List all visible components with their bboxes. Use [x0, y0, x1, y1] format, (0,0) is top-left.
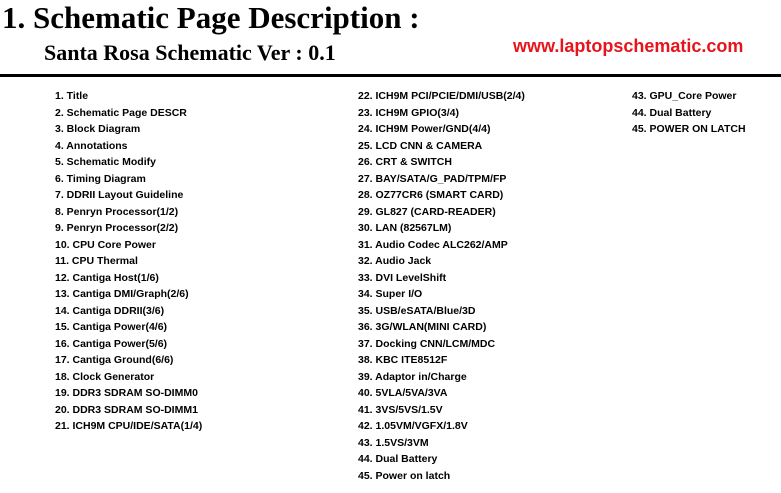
- page-list-column-2: [358, 88, 525, 484]
- list-item: 3. Block Diagram: [55, 123, 141, 135]
- list-item: 5. Schematic Modify: [55, 156, 156, 168]
- schematic-subtitle: Santa Rosa Schematic Ver : 0.1: [44, 40, 336, 65]
- list-item: 15. Cantiga Power(4/6): [55, 321, 168, 333]
- list-item: 21. ICH9M CPU/IDE/SATA(1/4): [55, 420, 203, 432]
- list-item: 39. Adaptor in/Charge: [358, 370, 467, 383]
- list-item: 9. Penryn Processor(2/2): [55, 222, 179, 234]
- list-item: 14. Cantiga DDRII(3/6): [55, 304, 165, 317]
- list-item: 32. Audio Jack: [358, 255, 432, 267]
- list-item: 41. 3VS/5VS/1.5V: [358, 403, 443, 416]
- list-item: 27. BAY/SATA/G_PAD/TPM/FP: [358, 172, 507, 185]
- list-item: 12. Cantiga Host(1/6): [55, 271, 159, 284]
- list-item: 35. USB/eSATA/Blue/3D: [358, 304, 476, 317]
- list-item: 25. LCD CNN & CAMERA: [358, 139, 483, 152]
- list-item: 33. DVI LevelShift: [358, 271, 447, 284]
- list-item: 36. 3G/WLAN(MINI CARD): [358, 321, 487, 333]
- list-item: 18. Clock Generator: [55, 370, 155, 383]
- list-item: 42. 1.05VM/VGFX/1.8V: [358, 420, 468, 432]
- list-item: 44. Dual Battery: [632, 106, 712, 119]
- list-item: 7. DDRII Layout Guideline: [55, 189, 184, 201]
- list-item: 34. Super I/O: [358, 288, 423, 300]
- list-item: 6. Timing Diagram: [55, 172, 146, 185]
- list-item: 22. ICH9M PCI/PCIE/DMI/USB(2/4): [358, 90, 525, 102]
- list-item: 40. 5VLA/5VA/3VA: [358, 387, 448, 399]
- watermark-url: www.laptopschematic.com: [513, 36, 744, 56]
- list-item: 4. Annotations: [55, 139, 128, 152]
- list-item: 1. Title: [55, 90, 89, 102]
- list-item: 43. GPU_Core Power: [632, 90, 737, 102]
- header-divider: [0, 74, 781, 77]
- list-item: 26. CRT & SWITCH: [358, 156, 452, 168]
- list-item: 29. GL827 (CARD-READER): [358, 205, 496, 218]
- page-list-column-1: [55, 88, 202, 435]
- list-item: 23. ICH9M GPIO(3/4): [358, 106, 459, 119]
- page-list-column-3: [632, 88, 746, 138]
- list-item: 13. Cantiga DMI/Graph(2/6): [55, 288, 189, 300]
- list-item: 11. CPU Thermal: [55, 255, 138, 267]
- list-item: 31. Audio Codec ALC262/AMP: [358, 238, 508, 251]
- page-title: 1. Schematic Page Description :: [2, 0, 420, 35]
- list-item: 45. Power on latch: [358, 469, 451, 482]
- list-item: 19. DDR3 SDRAM SO-DIMM0: [55, 387, 198, 399]
- list-item: 10. CPU Core Power: [55, 238, 156, 251]
- list-item: 8. Penryn Processor(1/2): [55, 205, 179, 218]
- list-item: 2. Schematic Page DESCR: [55, 106, 187, 119]
- list-item: 43. 1.5VS/3VM: [358, 436, 429, 449]
- list-item: 45. POWER ON LATCH: [632, 123, 746, 135]
- list-item: 24. ICH9M Power/GND(4/4): [358, 123, 491, 135]
- list-item: 44. Dual Battery: [358, 453, 438, 465]
- list-item: 16. Cantiga Power(5/6): [55, 337, 168, 350]
- list-item: 28. OZ77CR6 (SMART CARD): [358, 189, 504, 201]
- list-item: 38. KBC ITE8512F: [358, 354, 448, 366]
- list-item: 37. Docking CNN/LCM/MDC: [358, 337, 496, 350]
- list-item: 17. Cantiga Ground(6/6): [55, 354, 174, 366]
- list-item: 20. DDR3 SDRAM SO-DIMM1: [55, 403, 198, 416]
- list-item: 30. LAN (82567LM): [358, 222, 452, 234]
